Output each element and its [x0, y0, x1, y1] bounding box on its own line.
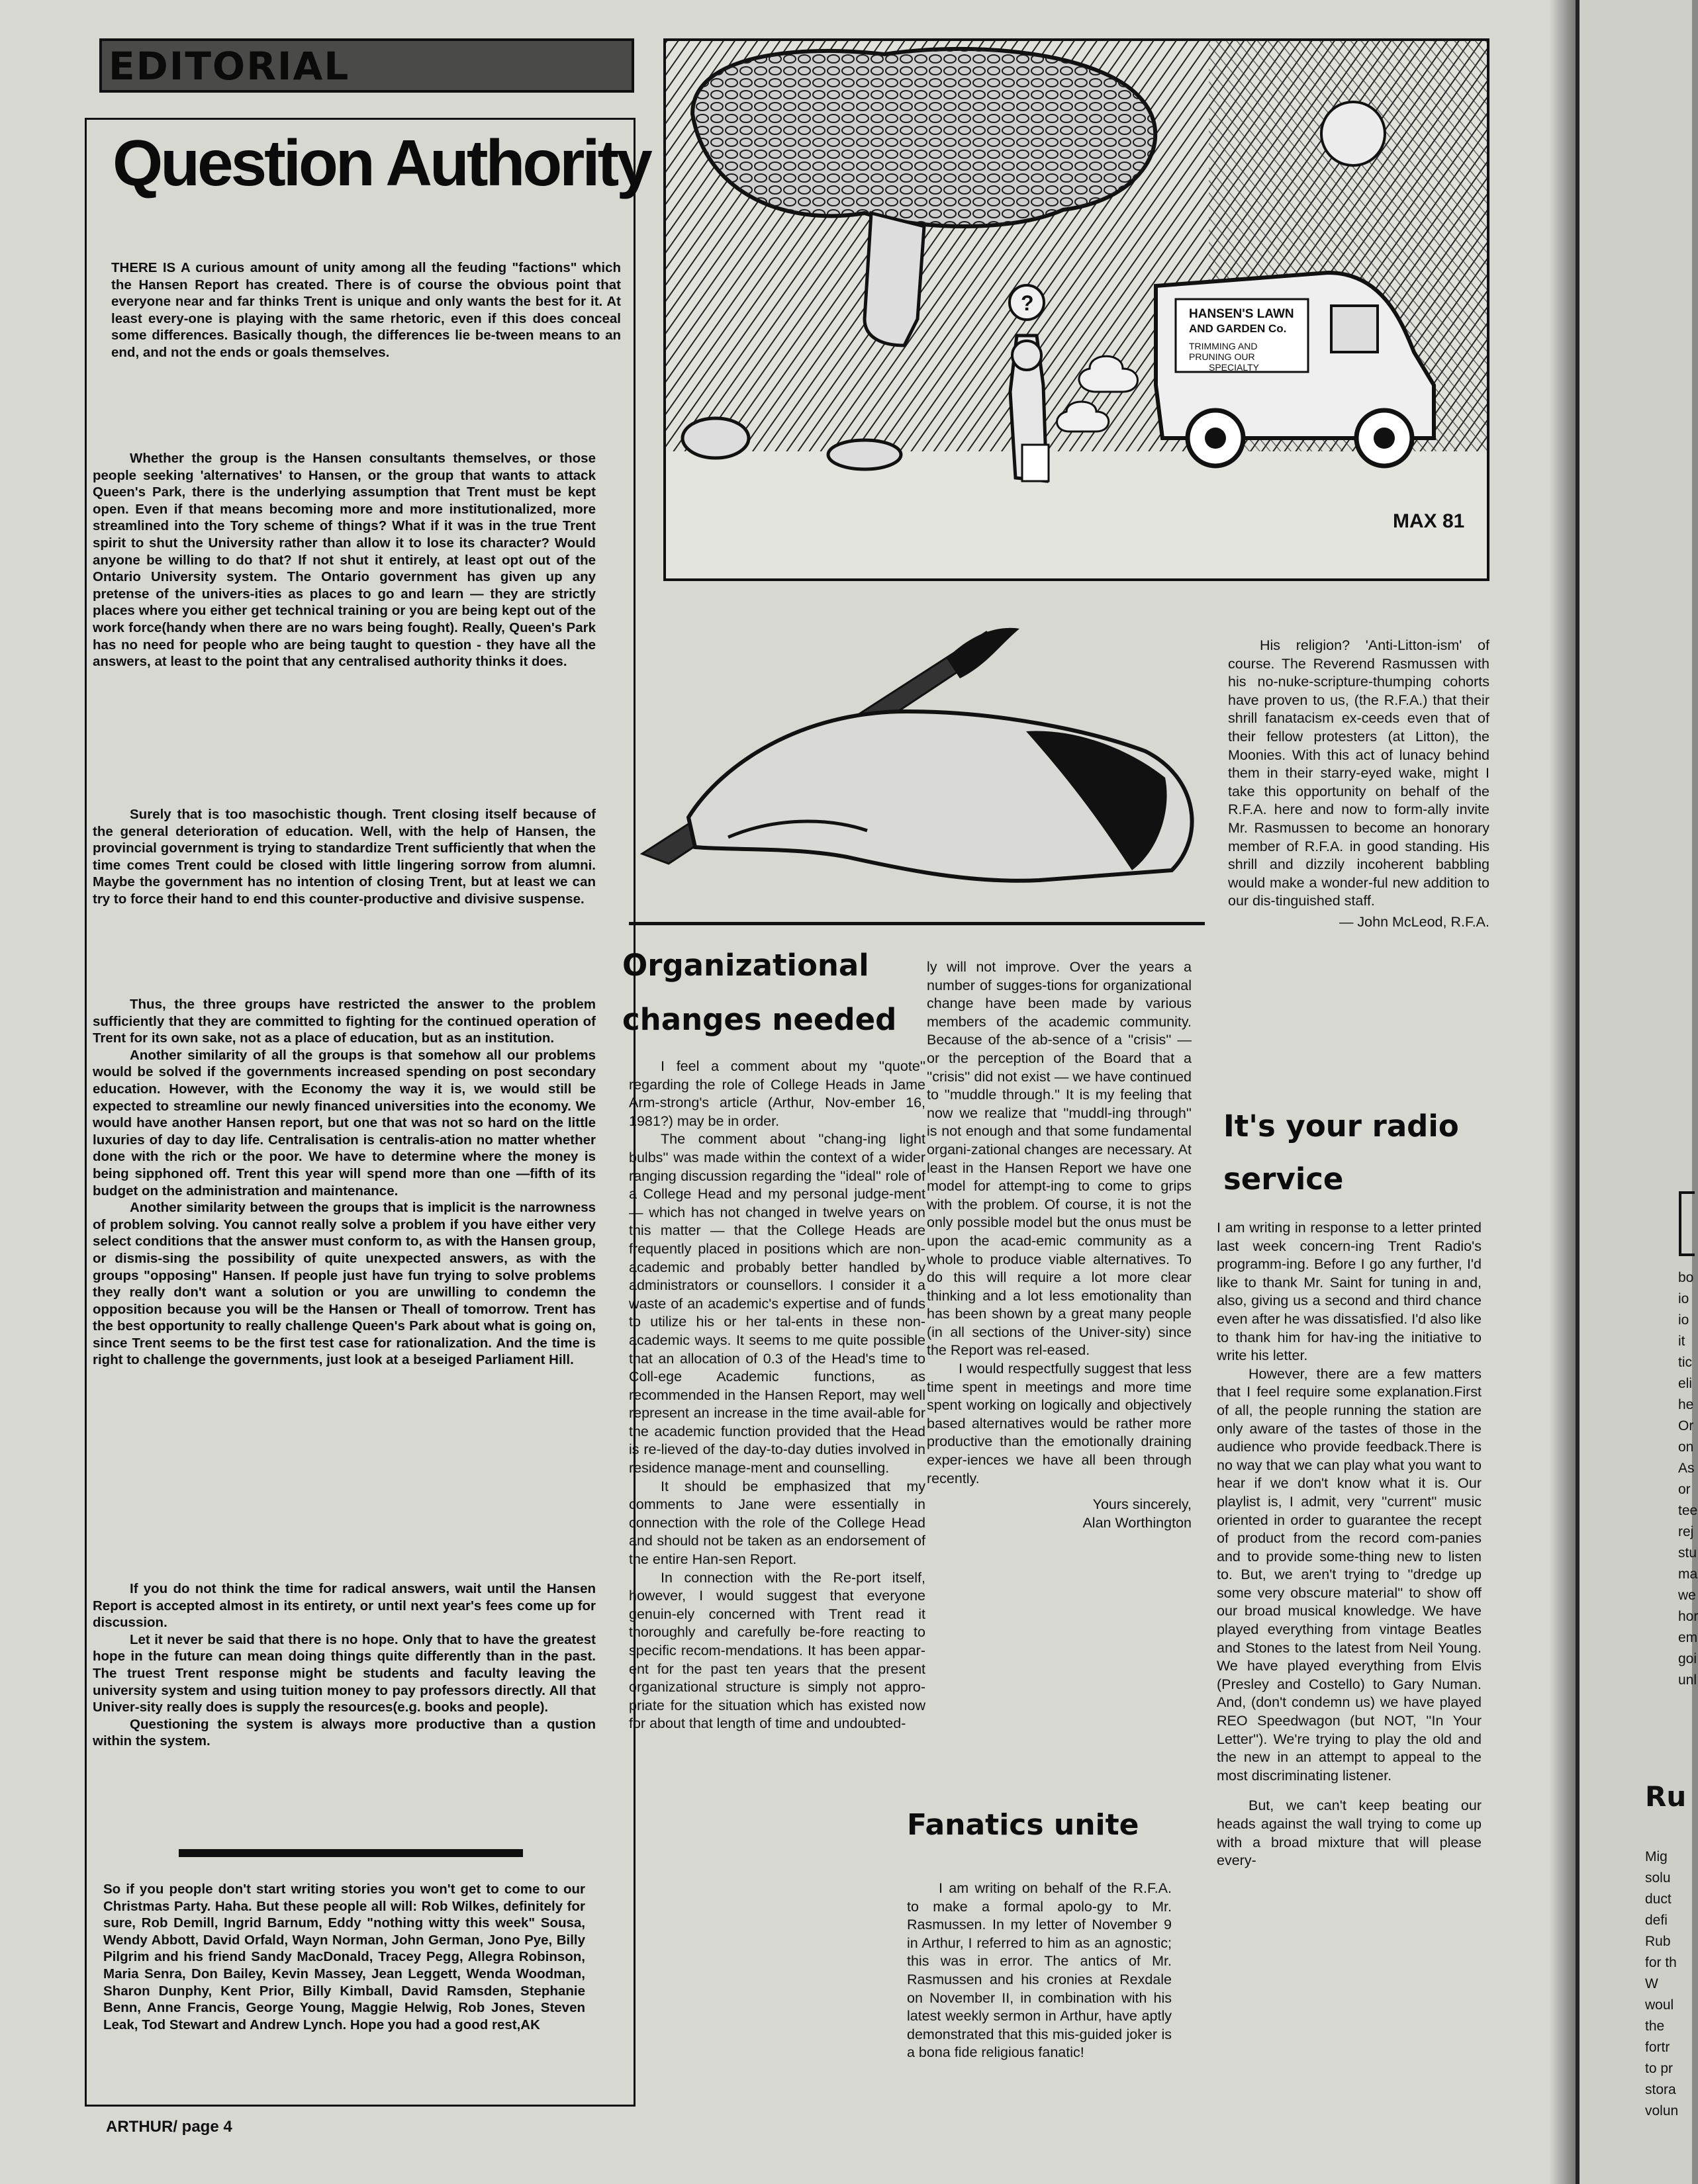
adjacent-page-line: goi	[1678, 1651, 1697, 1666]
section-banner-label: EDITORIAL	[109, 44, 350, 89]
van-sign-line: TRIMMING AND	[1189, 341, 1258, 351]
editorial-paragraph: Let it never be said that there is no hope. Only that to have the greatest hope in the future can mean doing things quite differently than in the past. The truest Trent response might be students and faculty leaving the university system and using tuition money to pay professors directly. All that Univer-sity really does is supply the resources(e.g. books and people).	[93, 1631, 596, 1715]
letter-paragraph: I am writing in response to a letter printed last week concern-ing Trent Radio's programm-ing. Before I go any further, I'd like to thank Mr. Saint for tuning in and, also, giving us a second and third chance even after he was dissatisfied. I'd also like to thank him for hav-ing the initiative to write his letter.	[1217, 1220, 1482, 1364]
editorial-paragraph: Thus, the three groups have restricted the answer to the problem sufficiently that they are committed to fighting for the continued operation of Trent for its own sake, not as a place of education, but as an institution.	[93, 997, 596, 1046]
editorial-paragraph: Surely that is too masochistic though. Trent closing itself because of the general deterioration of education. Well, with the help of Hansen, the provincial government is trying to standardize Trent sufficiently that when the time comes Trent could be closed with little lingering sorrow from alumni. Maybe the government has no intention of closing Trent, but at least we can try to force their hand to end this counter-productive and divisive suspense.	[93, 807, 596, 907]
adjacent-page-line: solu	[1645, 1870, 1671, 1886]
organizational-heading-line1: Organizational	[622, 948, 869, 983]
adjacent-page-line: to pr	[1645, 2061, 1674, 2076]
tree-trunk	[865, 213, 924, 345]
editorial-lede	[111, 259, 621, 361]
adjacent-page-line: fortr	[1645, 2040, 1670, 2055]
letter-paragraph: I would respectfully suggest that less time spent in meetings and more time spent working on logically and objectively based alternatives would be rather more productive than the emotionally draining exper-iences we have all been through recently.	[927, 1361, 1192, 1486]
quill-hand-illustration	[629, 619, 1198, 897]
organizational-heading-line2: changes needed	[622, 1002, 897, 1037]
adjacent-page-line: hor	[1678, 1609, 1698, 1624]
organizational-column-2	[927, 958, 1192, 1532]
adjacent-page-line: bo	[1678, 1270, 1694, 1285]
editorial-body-d	[93, 1580, 596, 1750]
radio-heading	[1223, 1100, 1459, 1206]
adjacent-page-line: he	[1678, 1397, 1694, 1412]
sun-icon	[1321, 102, 1385, 165]
adjacent-page-line: or	[1678, 1482, 1691, 1497]
fanatics-column-1	[907, 1880, 1172, 2062]
party-note-text: So if you people don't start writing stories you won't get to come to our Christmas Party. Haha. But these people all will: Rob Wilkes, definitely for sure, Rob Demill, Ingrid Barnum, Eddy "nothing witty this week" Sousa, Wendy Abbott, David Orfald, Wayn Norman, John German, Jono Pye, Billy Pilgrim and his friend Sandy MacDonald, Tracey Pegg, Allegra Robinson, Maria Senra, Don Bailey, Kevin Massey, Jean Leggett, Wenda Woodman, Sharon Dunphy, Kent Prior, Billy Kimball, David Ramsden, Stephanie Benn, Anne Francis, George Young, Maggie Helwig, Rob Jones, Steven Leak, Tod Stewart and Andrew Lynch. Hope you had a good rest,AK	[103, 1882, 585, 2032]
letter-paragraph: But, we can't keep beating our heads against the wall trying to come up with a broad mixture that will please every-	[1217, 1797, 1482, 1869]
adjacent-page-line: stora	[1645, 2082, 1676, 2097]
adjacent-page-line: defi	[1645, 1913, 1668, 1928]
editorial-headline: Question Authority	[113, 126, 650, 199]
editorial-body-a	[93, 450, 596, 670]
radio-heading-line2: service	[1223, 1161, 1344, 1197]
editorial-paragraph: Questioning the system is always more productive than a qustion within the system.	[93, 1716, 596, 1749]
van-sign-line: PRUNING OUR	[1189, 351, 1255, 362]
organizational-heading	[622, 938, 896, 1047]
van-sign-line: AND GARDEN Co.	[1189, 322, 1287, 335]
editorial-paragraph: Another similarity between the groups that is implicit is the narrowness of problem solving. You cannot really solve a problem if you have either very select conditions that the answer must conform to, as with the Hansen group, or dismis-sing the possibility of quite unexpected answers, as with the groups "opposing" Hansen. If people just have fun trying to solve problems they really don't want a solution or you are unwilling to condemn the opposition because you will be the Hansen or Theall of tomorrow. Trent has the best opportunity to really challenge Queen's Park about what is going on, since Trent seems to be the first test case for rationalization. And the time is right to challenge the governments, just look at a beseiged Parliament Hill.	[93, 1200, 596, 1368]
adjacent-page-line: tee	[1678, 1503, 1698, 1518]
section-banner	[99, 38, 634, 93]
editorial-body-b	[93, 806, 596, 908]
adjacent-page-line: Rub	[1645, 1934, 1671, 1949]
editorial-lede-text: THERE IS A curious amount of unity among all the feuding "factions" which the Hansen Report has created. There is of course the obvious point that everyone near and far thinks Trent is unique and only wants the best for it. At least every-one is playing with the same rhetoric, even if this does conceal some differences. Basically though, the differences lie be-tween means to an end, and not the ends or goals themselves.	[111, 260, 621, 360]
van-sign-line: HANSEN'S LAWN	[1189, 307, 1294, 321]
letter-paragraph: His religion? 'Anti-Litton-ism' of course. The Reverend Rasmussen with his no-nuke-scripture-thumping cohorts have proven to us, (the R.F.A.) that their shrill fanatacism ex-ceeds even that of their fellow protesters (at Litton), the Moonies. With this act of lunacy behind them in their starry-eyed wake, might I take this opportunity on behalf of the R.F.A. here and now to form-ally invite Mr. Rasmussen to become an honorary member of R.F.A. in good standing. His shrill and dizzily incoherent babbling would make a wonder-ful new addition to our dis-tinguished staff.	[1228, 637, 1489, 909]
radio-heading-line1: It's your radio	[1223, 1109, 1459, 1144]
column-divider	[629, 922, 1205, 925]
fanatics-column-2	[1228, 637, 1489, 932]
adjacent-page-line: eli	[1678, 1376, 1693, 1391]
letter-paragraph: The comment about ''chang-ing light bulbs'' was made within the context of a wider ranging discussion regarding the ''ideal'' role of a College Head and my personal judge-ment — which has not changed in twelve years on this matter — that the College Heads are frequently placed in positions which are non-academic and probably better handled by administrators or counsellors. I consider it a waste of an academic's expertise and of funds to utilize his or her tal-ents in these non-academic ways. It seems to me quite possible that an allocation of 0.3 of the Head's time to Coll-ege Academic functions, as recommended in the Hansen Report, may well represent an increase in the time avail-able for the academic function provided that the Head is re-lieved of the day-to-day duties involved in residence manage-ment and counselling.	[629, 1131, 925, 1477]
adjacent-page-line: for th	[1645, 1955, 1677, 1970]
page-footer: ARTHUR/ page 4	[106, 2118, 232, 2136]
editorial-paragraph: If you do not think the time for radical answers, wait until the Hansen Report is accepted almost in its entirety, or until next year's fees come up for discussion.	[93, 1581, 596, 1631]
adjacent-page-line: duct	[1645, 1891, 1672, 1907]
adjacent-page-line: io	[1678, 1291, 1689, 1306]
adjacent-page-line: rej	[1678, 1524, 1694, 1539]
organizational-column-1	[629, 1058, 925, 1733]
letter-signer: Alan Worthington	[1082, 1514, 1192, 1531]
adjacent-page-line: unl	[1678, 1672, 1697, 1688]
party-note	[103, 1881, 585, 2033]
adjacent-page-line: em	[1678, 1630, 1698, 1645]
editorial-divider	[179, 1849, 523, 1857]
letter-paragraph: In connection with the Re-port itself, however, I would suggest that everyone genuin-ely concerned with Trent read it thoroughly and carefully be-fore reacting to specific recom-mendations. It has been appar-ent for the past ten years that the present organizational structure is simply not appro-priate for the situation which has existed now for about that length of time and undoubted-	[629, 1569, 925, 1732]
adjacent-page-line: Mig	[1645, 1849, 1668, 1864]
letter-paragraph: ly will not improve. Over the years a number of sugges-tions for organizational change have been made by various members of the academic community. Because of the ab-sence of a ''crisis'' — or the perception of the Board that a ''crisis'' did not exist — we have continued to ''muddle through.'' It is my feeling that now we realize that ''muddl-ing through'' is not enough and that some fundamental organi-zational changes are necessary. At least in the Hansen Report we have one model for attempt-ing to come to grips with the problem. Of course, it is not the only possible model but the onus must be upon the acad-emic community as a whole to produce viable alternatives. To do this will require a lot more clear thinking and a lot less emotionality than has been shown by a great many people (in all sections of the Univer-sity) since the Report was rel-eased.	[927, 959, 1192, 1359]
van-sign-line: SPECIALTY	[1209, 362, 1259, 373]
radio-column	[1217, 1219, 1482, 1870]
fanatics-heading: Fanatics unite	[907, 1808, 1139, 1842]
adjacent-page-line: the	[1645, 2019, 1665, 2034]
adjacent-page-heading: Ru	[1645, 1780, 1687, 1813]
letter-paragraph: I feel a comment about my ''quote'' regarding the role of College Heads in Jame Arm-strong's article (Arthur, Nov-ember 16, 1981?) may be in order.	[629, 1058, 925, 1129]
adjacent-page-line: io	[1678, 1312, 1689, 1328]
adjacent-page-line: it	[1678, 1334, 1685, 1349]
editorial-body-c	[93, 996, 596, 1369]
editorial-paragraph: Another similarity of all the groups is that somehow all our problems would be solved if the governments increased spending on post secondary education. However, with the Economy the way it is, we would still be expected to streamline our newly financed universities into the economy. We would have another Hansen report, but one that was not so hard on the little luxuries of day to day life. Centralisation is centralis-ation no matter whether done with the rich or the poor. We have to determine where the money is being sipphoned off. Trent this year will spend more than one —fifth of its budget on the administration and maintenance.	[93, 1047, 596, 1199]
adjacent-page-line: volun	[1645, 2103, 1679, 2118]
adjacent-page-line: ma	[1678, 1567, 1698, 1582]
adjacent-page-fragments-lower	[1585, 1846, 1688, 2122]
cartoonist-signature: MAX 81	[1393, 510, 1465, 532]
letter-signer: — John McLeod, R.F.A.	[1339, 913, 1489, 930]
tree-stump	[683, 418, 749, 458]
adjacent-page-line: W	[1645, 1976, 1658, 1991]
cartoon-illustration	[666, 41, 1487, 578]
question-bubble-text: ?	[1021, 291, 1034, 315]
adjacent-page-line: on	[1678, 1439, 1694, 1455]
adjacent-page-line: As	[1678, 1461, 1695, 1476]
adjacent-page-fragments	[1585, 1267, 1698, 1691]
editorial-paragraph: Whether the group is the Hansen consultants themselves, or those people seeking 'alternatives' to Hansen, or the group that wants to attack Queen's Park, there is the underlying assumption that Trent must be kept open. Even if that means becoming more and more institutionalized, more streamlined into the Tory scheme of things? What if it was in the true Trent spirit to shut the University rather than allow it to lose its character? Would anyone be willing to do that? If not shut it entirely, at least opt out of the Ontario University system. The Ontario government has given up any pretense of the univers-ities as places to go and learn — they are strictly places where you either get technical training or you are being kept out of the work force(handy when there are no wars being fought). Really, Queen's Park has no need for people who are being taught to question - they have all the answers, at least to the point that any centralised authority thinks it does.	[93, 451, 596, 670]
tree-stump	[828, 440, 901, 469]
letter-closing: Yours sincerely,	[1092, 1496, 1192, 1513]
adjacent-page-line: we	[1678, 1588, 1696, 1603]
editorial-cartoon	[663, 38, 1489, 581]
letter-paragraph: However, there are a few matters that I feel require some explanation.First of all, the people running the station are only aware of the tastes of those in the audience who provide feedback.There is no way that we can play what you want to hear if we don't know what it is. Our playlist is, I admit, very ''current'' music oriented in order to guarantee the recept of product from the record com-panies and to provide some-thing new to listen to. But, we aren't trying to ''dredge up some very obscure material'' to show off our broad musical knowledge. We have played everything from vintage Beatles and Stones to the latest from Neil Young. We have played everything from Elvis (Presley and Costello) to Gary Numan. And, (don't condemn us) we have played REO Speedwagon (but NOT, ''In Your Letter''). We're trying to play the old and the new in an attempt to appeal to the most discriminating listener.	[1217, 1365, 1482, 1784]
letter-paragraph: It should be emphasized that my comments to Jane were essentially in connection with the role of the College Head and should not be taken as an endorsement of the entire Han-sen Report.	[629, 1478, 925, 1568]
adjacent-page-line: tic	[1678, 1355, 1692, 1370]
adjacent-page-line: stu	[1678, 1545, 1697, 1561]
adjacent-page-line: woul	[1645, 1997, 1674, 2013]
letter-paragraph: I am writing on behalf of the R.F.A. to make a formal apolo-gy to Mr. Rasmussen. In my letter of November 9 in Arthur, I referred to him as an agnostic; this was in error. The antics of Mr. Rasmussen and his cronies at Rexdale on November II, in combination with his latest weekly sermon in Arthur, have aptly demonstrated that this mis-guided joker is a bona fide religious fanatic!	[907, 1880, 1172, 2061]
adjacent-page-line: Or	[1678, 1418, 1694, 1433]
